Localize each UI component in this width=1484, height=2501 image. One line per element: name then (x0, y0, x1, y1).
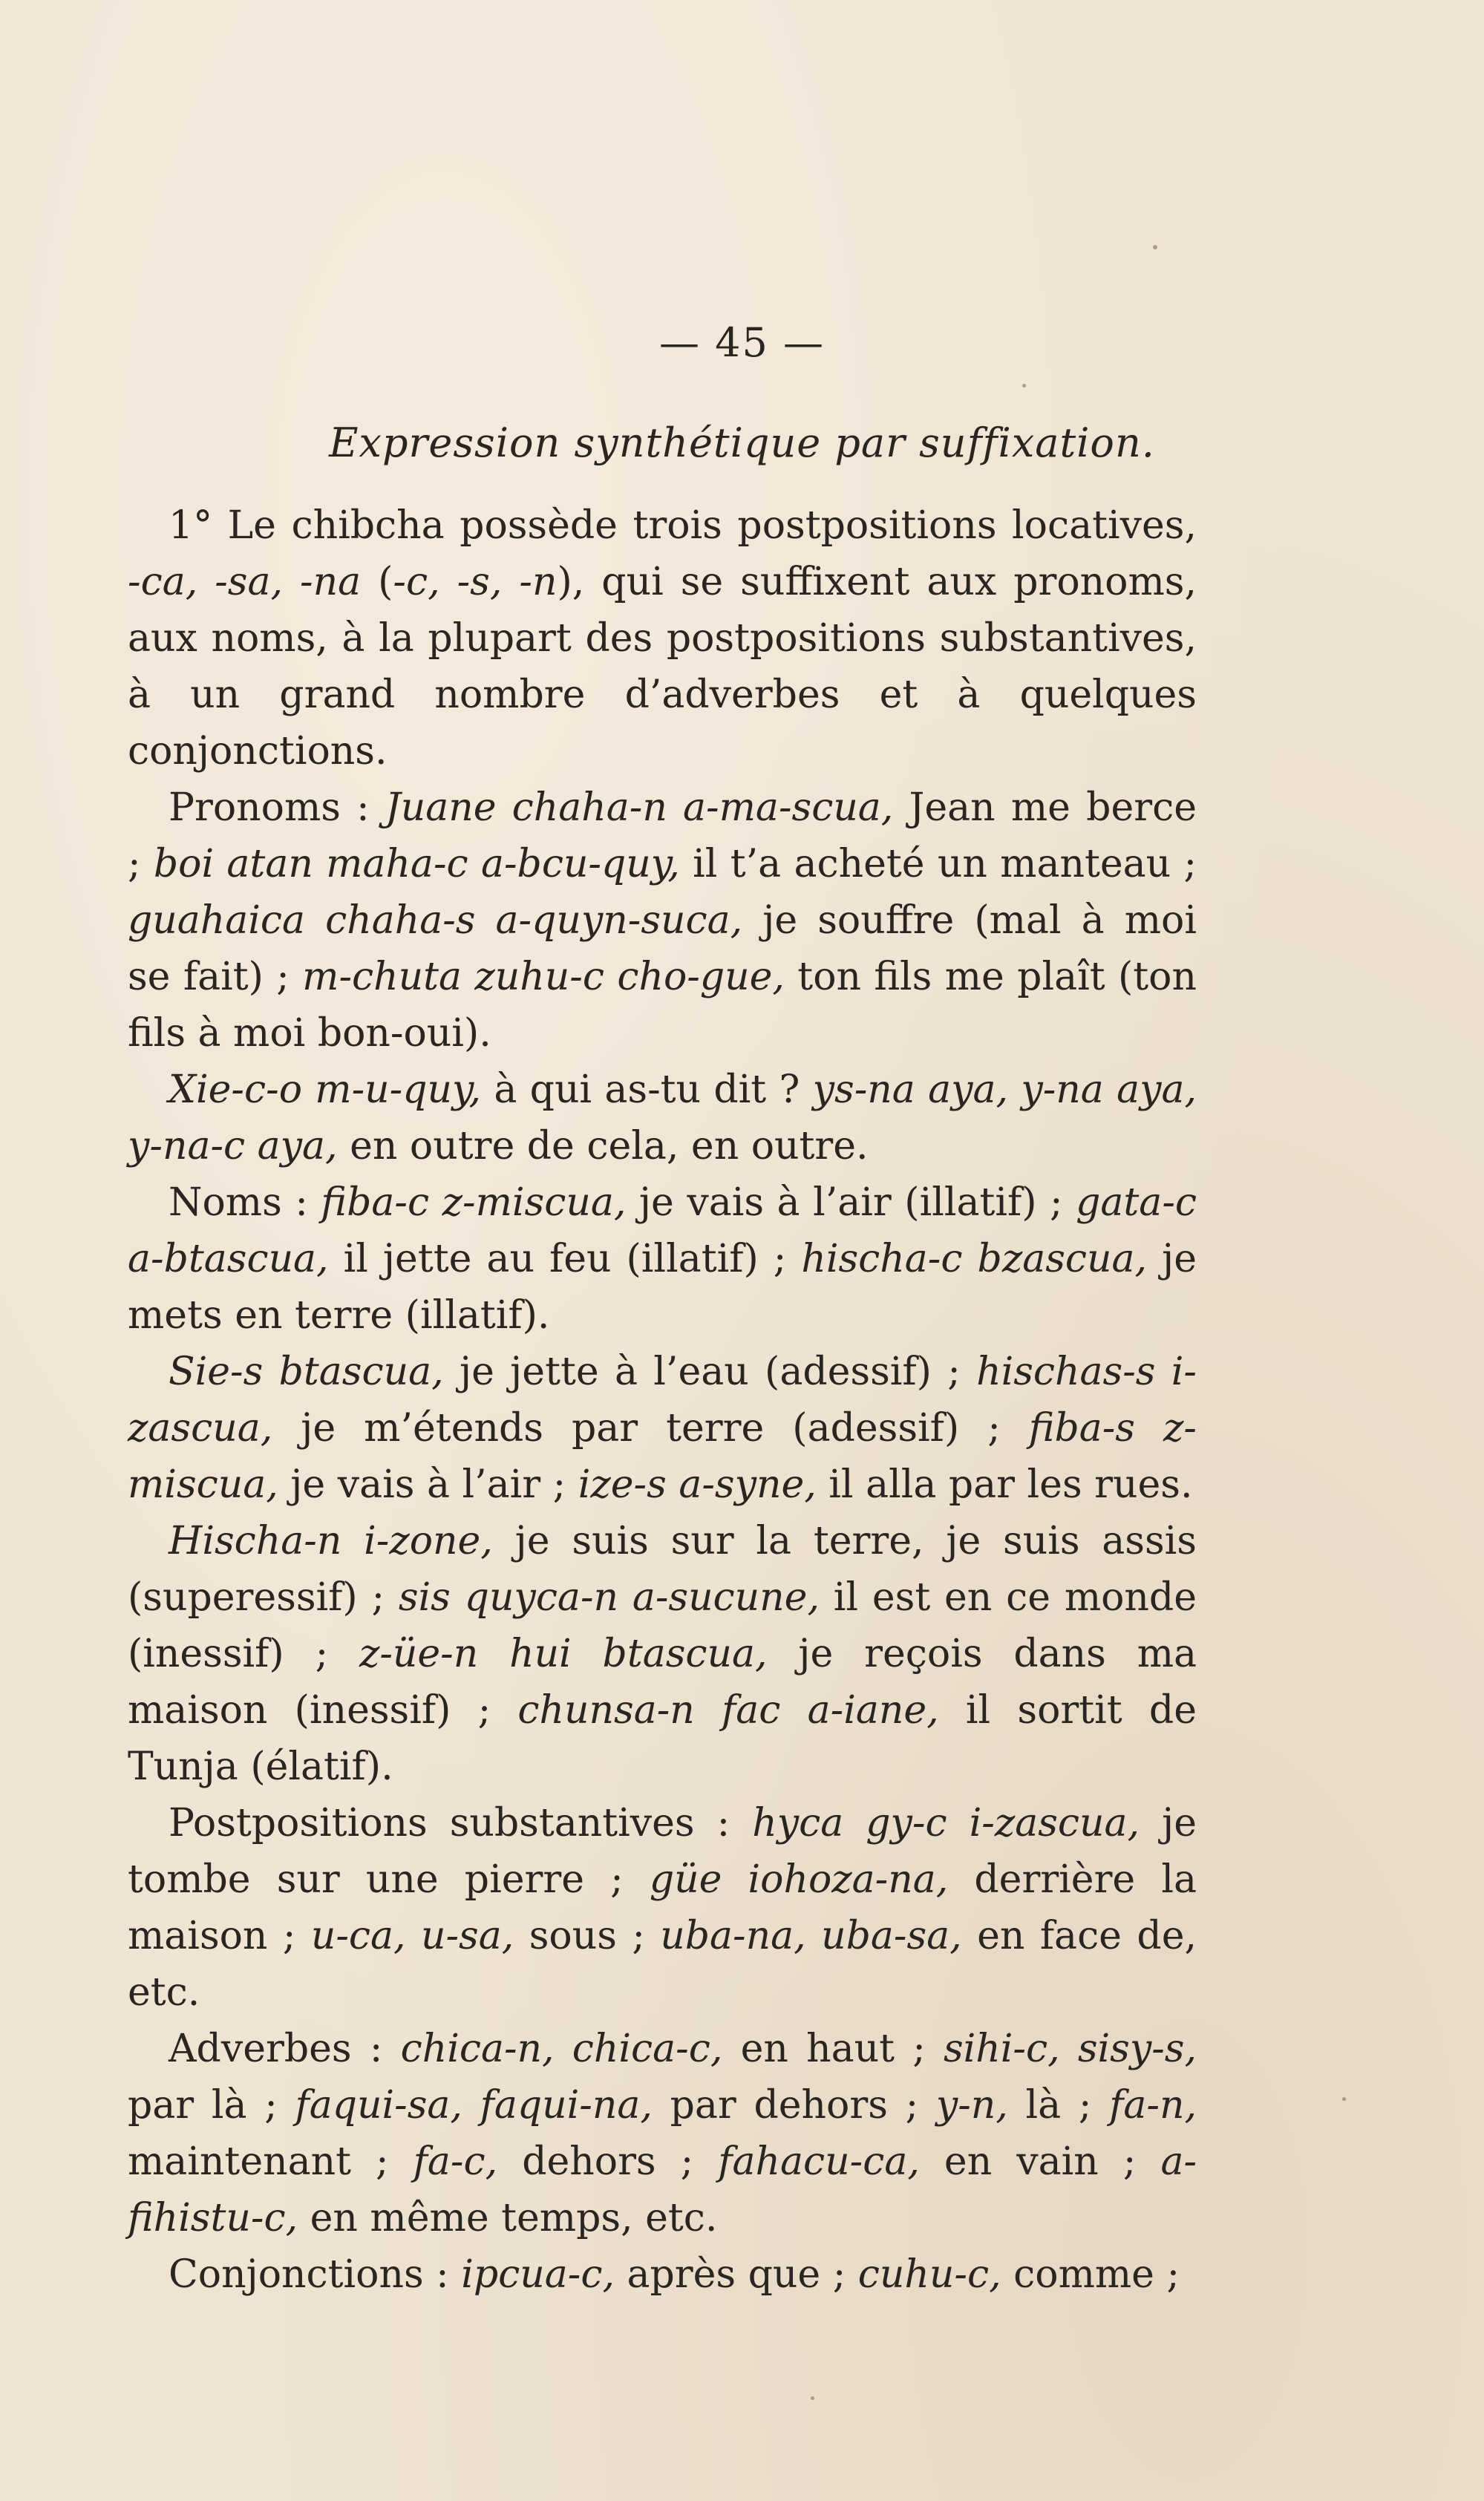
text-run: je mets en terre (illatif). (128, 1237, 1197, 1338)
chibcha-example: guahaica chaha-s a-quyn-suca, (128, 898, 743, 943)
chibcha-example: chica-n, chica-c, (400, 2027, 723, 2071)
text-run: il t’a acheté un manteau ; (679, 842, 1197, 886)
text-run: en haut ; (722, 2027, 944, 2071)
chibcha-example: a-fihistu-c, (128, 2139, 1197, 2240)
text-run: Adverbes : (169, 2027, 401, 2071)
paper-speck (811, 2396, 814, 2400)
text-run: je tombe sur une pierre ; (128, 1801, 1197, 1902)
paper-speck (1075, 2279, 1080, 2284)
text-run: en face de, etc. (128, 1914, 1197, 2015)
chibcha-example: fa-c, (413, 2139, 498, 2184)
paragraph-noms-illatif (128, 1174, 1197, 1344)
paper-speck (1022, 384, 1026, 388)
text-run: il alla par les rues. (816, 1462, 1193, 1507)
paragraph-noms-adessif (128, 1344, 1197, 1513)
chibcha-example: Xie-c-o m-u-quy, (169, 1068, 482, 1112)
text-run: par dehors ; (652, 2083, 936, 2128)
text-run: je vais à l’air ; (278, 1462, 578, 1507)
text-run: par là ; (128, 2083, 295, 2128)
text-run: là ; (1007, 2083, 1110, 2128)
text-run: Conjonctions : (169, 2252, 462, 2297)
paragraph-adverbes (128, 2021, 1197, 2246)
chibcha-example: ize-s a-syne, (578, 1462, 817, 1507)
text-run: il jette au feu (illatif) ; (328, 1237, 802, 1281)
chibcha-example: -ca, -sa, -na (128, 560, 362, 604)
text-run: je vais à l’air (illatif) ; (626, 1180, 1076, 1225)
chibcha-example: faqui-sa, faqui-na, (295, 2083, 653, 2128)
text-run: dehors ; (497, 2139, 719, 2184)
text-run: en outre de cela, en outre. (337, 1124, 869, 1168)
chibcha-example: boi atan maha-c a-bcu-quy, (153, 842, 680, 886)
chibcha-example: Sie-s btascua, (169, 1350, 444, 1394)
text-run: Noms : (169, 1180, 321, 1225)
paragraph-pronoms-questions (128, 1062, 1197, 1174)
chibcha-example: fahacu-ca, (718, 2139, 920, 2184)
chibcha-example: hischa-c bzascua, (801, 1237, 1148, 1281)
paragraph-noms-inessif (128, 1513, 1197, 1795)
chibcha-example: -c, -s, -n (393, 560, 558, 604)
paragraph-conjonctions (128, 2246, 1197, 2303)
chibcha-example: Hischa-n i-zone, (169, 1519, 493, 1563)
text-run: Jean me berce ; (128, 785, 1197, 886)
section-title: Expression synthétique par suffixation. (329, 419, 1155, 466)
paragraph-postpositions-intro (128, 497, 1197, 779)
text-run: à qui as-tu dit ? (481, 1068, 813, 1112)
body-text (128, 497, 1197, 2303)
text-run: derrière la maison ; (128, 1857, 1197, 1958)
text-run: je souffre (mal à moi se fait) ; (128, 898, 1197, 999)
chibcha-example: fiba-s z-miscua, (128, 1406, 1197, 1507)
chibcha-example: ipcua-c, (461, 2252, 615, 2297)
paragraph-postpositions-substantives (128, 1795, 1197, 2021)
chibcha-example: chunsa-n fac a-iane, (517, 1688, 939, 1733)
chibcha-example: sihi-c, sisy-s, (943, 2027, 1197, 2071)
text-run: en même temps, etc. (298, 2196, 718, 2240)
chibcha-example: z-üe-n hui btascua, (359, 1632, 768, 1676)
paper-speck (1153, 245, 1157, 249)
chibcha-example: güe iohoza-na, (649, 1857, 949, 1902)
page-number: — 45 — (658, 319, 826, 366)
chibcha-example: hyca gy-c i-zascua, (752, 1801, 1140, 1845)
chibcha-example: Juane chaha-n a-ma-scua, (385, 785, 894, 830)
text-run: comme ; (1001, 2252, 1180, 2297)
text-run: ton fils me plaît (ton fils à moi bon-oui). (128, 955, 1197, 1056)
text-run: je suis sur la terre, je suis assis (superessif) ; (128, 1519, 1197, 1620)
text-run: ), qui se suffixent aux pronoms, aux noms, à la plupart des postpositions substantives, à un grand nombre d’adverbes et à quelques conjonctions. (128, 560, 1197, 774)
text-run: ( (361, 560, 393, 604)
chibcha-example: cuhu-c, (857, 2252, 1001, 2297)
chibcha-example: u-ca, u-sa, (310, 1914, 514, 1958)
chibcha-example: fiba-c z-miscua, (321, 1180, 627, 1225)
text-run: 1° Le chibcha possède trois postpositions locatives, (169, 503, 1197, 548)
text-run: Postpositions substantives : (169, 1801, 753, 1845)
chibcha-example: y-n, (935, 2083, 1008, 2128)
chibcha-example: uba-na, uba-sa, (660, 1914, 962, 1958)
text-run: je reçois dans ma maison (inessif) ; (128, 1632, 1197, 1733)
text-run: je m’étends par terre (adessif) ; (272, 1406, 1029, 1451)
text-run: je jette à l’eau (adessif) ; (443, 1350, 977, 1394)
chibcha-example: m-chuta zuhu-c cho-gue, (302, 955, 785, 999)
text-run: sous ; (514, 1914, 661, 1958)
chibcha-example: fa-n, (1109, 2083, 1197, 2128)
text-run: après que ; (614, 2252, 858, 2297)
paper-speck (1342, 2097, 1346, 2101)
paragraph-pronoms (128, 779, 1197, 1062)
text-run: il est en ce monde (inessif) ; (128, 1575, 1197, 1676)
text-run: en vain ; (919, 2139, 1161, 2184)
chibcha-example: sis quyca-n a-sucune, (398, 1575, 820, 1620)
chibcha-example: hischas-s i-zascua, (128, 1350, 1197, 1451)
chibcha-example: gata-c a-btascua, (128, 1180, 1197, 1281)
text-run: il sortit de Tunja (élatif). (128, 1688, 1197, 1789)
chibcha-example: ys-na aya, y-na aya, y-na-c aya, (128, 1068, 1197, 1168)
text-run: Pronoms : (169, 785, 385, 830)
text-run: maintenant ; (128, 2139, 414, 2184)
